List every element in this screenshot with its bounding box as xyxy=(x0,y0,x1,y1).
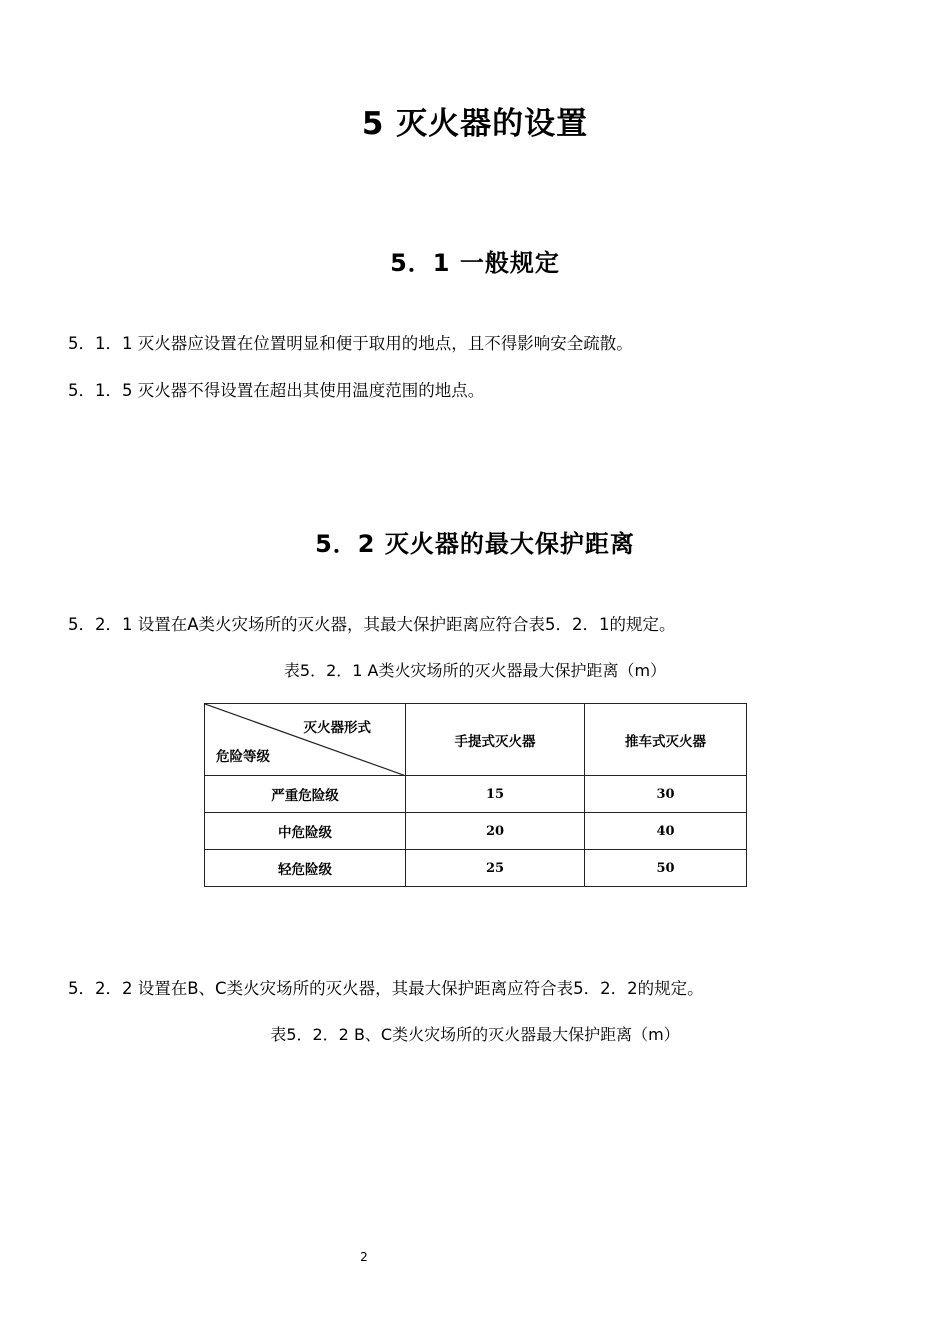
clause-5-1-5: 5．1．5 灭火器不得设置在超出其使用温度范围的地点。 xyxy=(68,381,485,400)
table-row xyxy=(205,776,747,813)
clause-5-2-1: 5．2．1 设置在A类火灾场所的灭火器，其最大保护距离应符合表5．2．1的规定。 xyxy=(68,615,676,634)
row-level: 严重危险级 xyxy=(205,776,406,813)
table-caption-5-2-1: 表5．2．1 A类火灾场所的灭火器最大保护距离（m） xyxy=(283,661,667,680)
page-title: 5 灭火器的设置 xyxy=(361,106,589,142)
diagonal-line xyxy=(205,704,406,776)
clause-5-1-1: 5．1．1 灭火器应设置在位置明显和便于取用的地点，且不得影响安全疏散。 xyxy=(68,334,633,353)
row-portable-value: 20 xyxy=(406,813,585,850)
header-extinguisher-type: 灭火器形式 xyxy=(303,720,371,736)
header-portable: 手提式灭火器 xyxy=(406,704,585,776)
page-number: 2 xyxy=(360,1250,368,1264)
header-wheeled: 推车式灭火器 xyxy=(585,704,747,776)
clause-5-2-2: 5．2．2 设置在B、C类火灾场所的灭火器，其最大保护距离应符合表5．2．2的规定。 xyxy=(68,979,704,998)
max-distance-table-a xyxy=(204,703,747,887)
row-portable-value: 15 xyxy=(406,776,585,813)
table-row xyxy=(205,813,747,850)
table-caption-5-2-2: 表5．2．2 B、C类火灾场所的灭火器最大保护距离（m） xyxy=(270,1025,680,1044)
row-level: 轻危险级 xyxy=(205,850,406,887)
section-heading-max-distance: 5．2 灭火器的最大保护距离 xyxy=(315,530,635,558)
row-wheeled-value: 40 xyxy=(585,813,747,850)
table-header-diagonal-cell xyxy=(205,704,406,776)
section-heading-general: 5．1 一般规定 xyxy=(390,249,560,277)
row-wheeled-value: 50 xyxy=(585,850,747,887)
table-row xyxy=(205,850,747,887)
row-level: 中危险级 xyxy=(205,813,406,850)
header-hazard-level: 危险等级 xyxy=(216,749,270,765)
row-wheeled-value: 30 xyxy=(585,776,747,813)
row-portable-value: 25 xyxy=(406,850,585,887)
